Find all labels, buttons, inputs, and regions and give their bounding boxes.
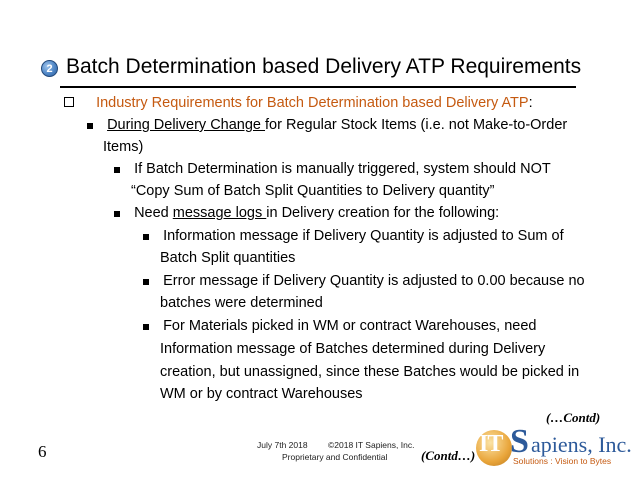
bullet-3: [114, 205, 499, 221]
page-number: 6: [38, 442, 47, 461]
sub-bullet-3: [143, 318, 536, 334]
bullet-2-line-1: If Batch Determination is manually triggered, system should NOT: [134, 161, 551, 177]
checkbox-bullet-icon: [64, 97, 74, 107]
logo-name: apiens, Inc.: [531, 432, 632, 457]
slide-title: Batch Determination based Delivery ATP Requirements: [66, 55, 582, 78]
sub-bullet-3-line-2: Information message of Batches determined during Delivery: [160, 341, 546, 357]
square-bullet-icon: [114, 211, 120, 217]
square-bullet-icon: [114, 167, 120, 173]
sub-bullet-1-line-1: Information message if Delivery Quantity is adjusted to Sum of: [163, 228, 564, 244]
bullet-1: [87, 117, 567, 133]
logo-tagline: Solutions : Vision to Bytes: [513, 456, 612, 466]
square-bullet-icon: [143, 324, 149, 330]
sub-bullet-2-line-2: batches were determined: [160, 295, 323, 311]
bullet-1-underlined: During Delivery Change: [107, 117, 266, 133]
footer-date: July 7th 2018: [257, 440, 308, 450]
heading-row: [64, 95, 533, 111]
logo-it: IT: [479, 431, 503, 457]
sub-bullet-2: [143, 273, 585, 289]
bullet-1-text: for Regular Stock Items (i.e. not Make-to-Order: [265, 117, 568, 133]
sub-bullet-2-line-1: Error message if Delivery Quantity is adjusted to 0.00 because no: [163, 273, 585, 289]
sub-bullet-1-line-2: Batch Split quantities: [160, 250, 296, 266]
sub-bullet-3-line-1: For Materials picked in WM or contract Warehouses, need: [163, 318, 537, 334]
bullet-3-underlined: message logs: [172, 205, 267, 221]
title-rule: [60, 86, 576, 88]
step-badge: 2: [41, 60, 58, 77]
sub-bullet-3-line-4: WM or by contract Warehouses: [160, 386, 363, 402]
square-bullet-icon: [143, 234, 149, 240]
bullet-2-line-2: “Copy Sum of Batch Split Quantities to Delivery quantity”: [131, 183, 495, 199]
logo-s: S: [510, 423, 529, 460]
bullet-3-pre: Need: [134, 205, 173, 221]
sub-bullet-3-line-3: creation, but unassigned, since these Batches would be picked in: [160, 364, 580, 380]
footer-confidential: Proprietary and Confidential: [282, 452, 388, 462]
bullet-2: [114, 161, 551, 177]
sub-bullet-1: [143, 228, 564, 244]
continued-footer-note: (Contd…): [421, 448, 476, 463]
footer-copyright: ©2018 IT Sapiens, Inc.: [328, 440, 415, 450]
square-bullet-icon: [87, 123, 93, 129]
continued-note: (…Contd): [546, 410, 601, 425]
square-bullet-icon: [143, 279, 149, 285]
bullet-1-cont: Items): [103, 139, 144, 155]
heading-text: Industry Requirements for Batch Determination based Delivery ATP: [96, 95, 529, 111]
heading-suffix: :: [528, 95, 533, 111]
bullet-3-text: in Delivery creation for the following:: [266, 205, 500, 221]
